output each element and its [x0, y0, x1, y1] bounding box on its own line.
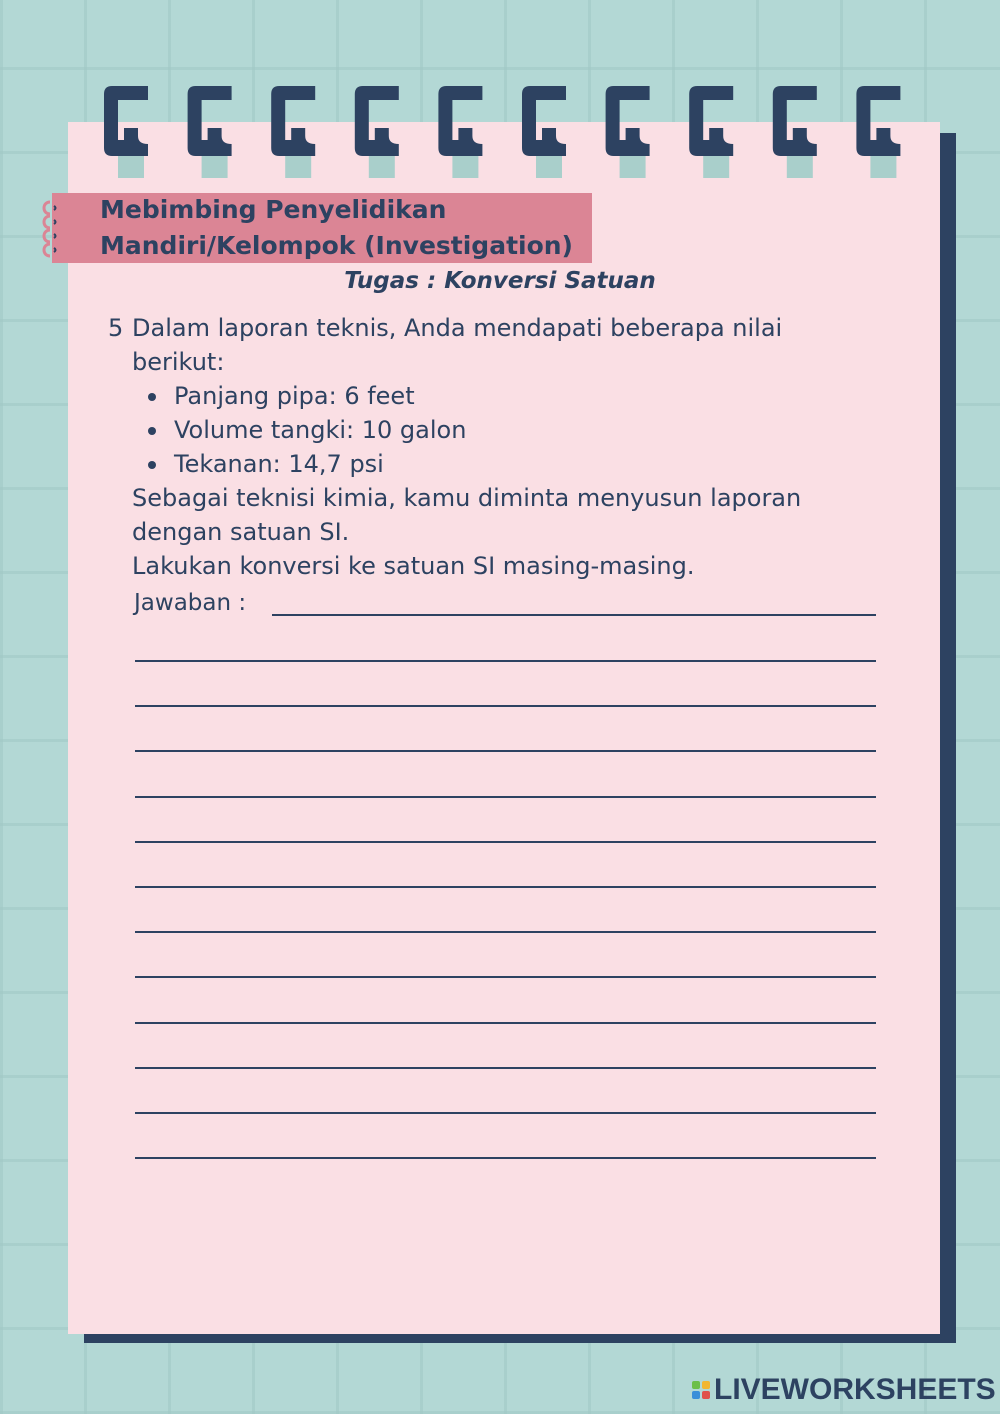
spiral-clip-icon [40, 198, 60, 260]
answer-line[interactable] [135, 1157, 876, 1159]
binder-ring-icon [271, 86, 315, 178]
question-body-line3: Lakukan konversi ke satuan SI masing-masing. [132, 552, 695, 580]
answer-label: Jawaban : [134, 590, 247, 616]
answer-line[interactable] [135, 705, 876, 707]
answer-line[interactable] [135, 976, 876, 978]
question-intro-line2: berikut: [132, 348, 225, 376]
answer-line[interactable] [135, 750, 876, 752]
answer-line[interactable] [135, 1067, 876, 1069]
list-item: Tekanan: 14,7 psi [148, 447, 878, 481]
liveworksheets-logo [692, 1372, 996, 1408]
section-label-line1: Mebimbing Penyelidikan [100, 195, 447, 224]
binder-ring-icon [773, 86, 817, 178]
spiral-binding [0, 0, 1000, 190]
binder-ring-icon [188, 86, 232, 178]
answer-line[interactable] [135, 660, 876, 662]
liveworksheets-logo-icon [692, 1381, 710, 1399]
answer-line[interactable] [135, 796, 876, 798]
question-intro-line1: Dalam laporan teknis, Anda mendapati beberapa nilai [132, 314, 783, 342]
binder-ring-icon [689, 86, 733, 178]
answer-line[interactable] [135, 1112, 876, 1114]
answer-line[interactable] [135, 841, 876, 843]
binder-ring-icon [438, 86, 482, 178]
binder-ring-icon [355, 86, 399, 178]
section-label [100, 192, 573, 264]
answer-line[interactable] [135, 1022, 876, 1024]
question-block [108, 311, 878, 583]
value-list [108, 379, 878, 481]
question-number: 5 [108, 314, 124, 342]
binder-ring-icon [856, 86, 900, 178]
binder-ring-icon [606, 86, 650, 178]
question-body-line1: Sebagai teknisi kimia, kamu diminta menyusun laporan [132, 484, 802, 512]
answer-line[interactable] [272, 614, 876, 616]
binder-ring-icon [522, 86, 566, 178]
answer-line[interactable] [135, 886, 876, 888]
question-body-line2: dengan satuan SI. [132, 518, 350, 546]
task-title: Tugas : Konversi Satuan [344, 268, 656, 294]
list-item: Panjang pipa: 6 feet [148, 379, 878, 413]
notebook-paper [68, 122, 940, 1334]
section-label-line2: Mandiri/Kelompok (Investigation) [100, 231, 573, 260]
binder-ring-icon [104, 86, 148, 178]
list-item: Volume tangki: 10 galon [148, 413, 878, 447]
logo-text: LIVEWORKSHEETS [714, 1373, 996, 1406]
answer-line[interactable] [135, 931, 876, 933]
